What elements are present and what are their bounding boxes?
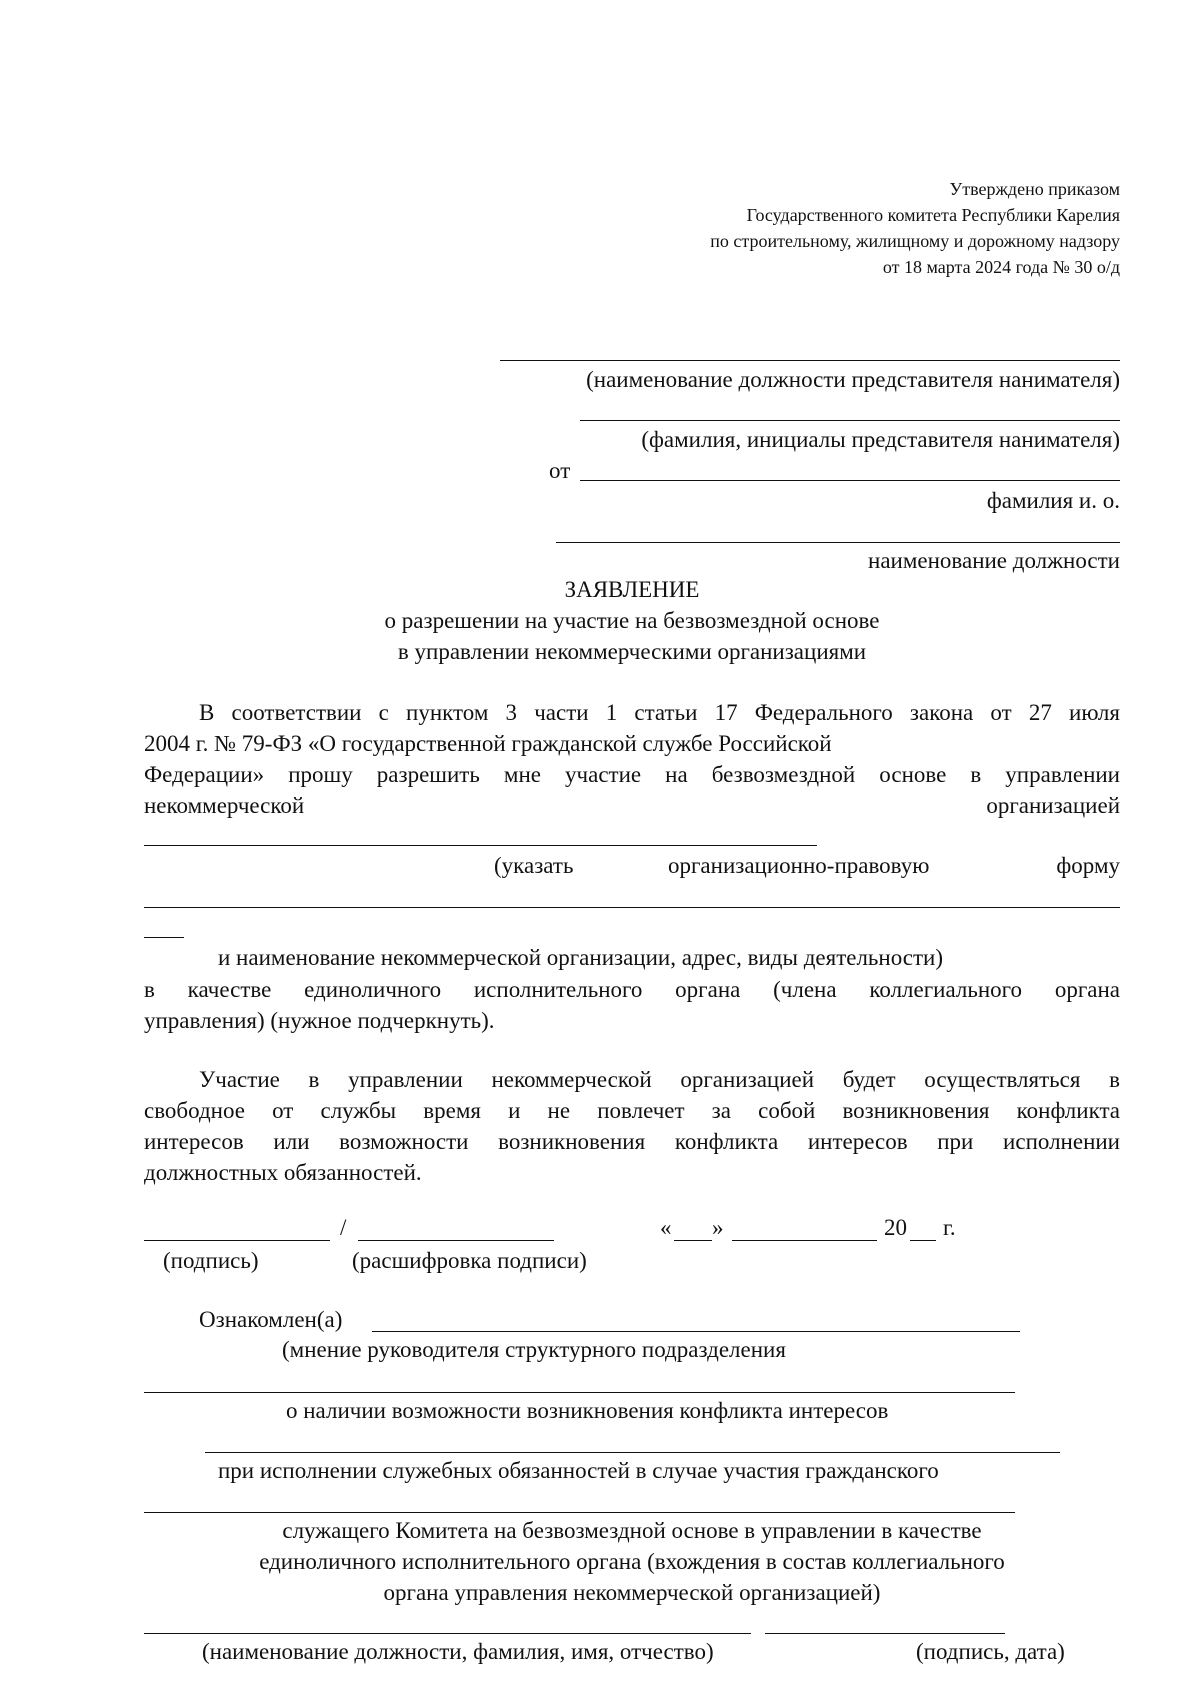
- hint-a: (указать: [494, 853, 574, 878]
- acquaint-caption-4: служащего Комитета на безвозмездной основе в управлении в качестве: [282, 1518, 982, 1543]
- p2-line-4: должностных обязанностей.: [144, 1160, 422, 1185]
- p1-line-2: 2004 г. № 79-ФЗ «О государственной гражданской службе Российской: [144, 731, 832, 756]
- approval-line-1: Утверждено приказом: [949, 179, 1120, 199]
- p1-line-4-right: организацией: [986, 793, 1120, 818]
- p2-line-1: Участие в управлении некоммерческой организацией будет осуществляться в: [199, 1067, 1120, 1092]
- organization-field-line[interactable]: [144, 845, 817, 846]
- acquaint-label: Ознакомлен(а): [199, 1307, 343, 1332]
- title-sub-1: о разрешении на участие на безвозмездной основе: [384, 608, 880, 633]
- date-quote-open: «: [660, 1215, 672, 1240]
- organization-field-line-2[interactable]: [144, 907, 1120, 908]
- from-caption: фамилия и. о.: [986, 488, 1120, 513]
- p1-line-6: управления) (нужное подчеркнуть).: [144, 1008, 495, 1033]
- acquaint-caption-2: о наличии возможности возникновения конфликта интересов: [286, 1398, 889, 1423]
- sign-caption: (подпись): [163, 1248, 259, 1273]
- title-sub-2: в управлении некоммерческими организациями: [397, 639, 867, 664]
- acquaint-caption-3: при исполнении служебных обязанностей в случае участия гражданского: [218, 1458, 939, 1483]
- p1-line-5: в качестве единоличного исполнительного органа (члена коллегиального органа: [144, 977, 1120, 1002]
- acquaint-field-line[interactable]: [372, 1331, 1020, 1332]
- p2-line-3: интересов или возможности возникновения конфликта интересов при исполнении: [144, 1129, 1120, 1154]
- approval-line-2: Государственного комитета Республики Карелия: [746, 205, 1120, 225]
- date-year-suffix: г.: [943, 1215, 956, 1240]
- date-month-line[interactable]: [732, 1240, 877, 1241]
- final-signature-line[interactable]: [765, 1633, 1005, 1634]
- hint-line-2: и наименование некоммерческой организации, адрес, виды деятельности): [218, 945, 944, 970]
- approval-line-4: от 18 марта 2024 года № 30 о/д: [882, 257, 1120, 277]
- name-caption: (фамилия, инициалы представителя нанимателя): [641, 427, 1120, 452]
- approval-line-3: по строительному, жилищному и дорожному надзору: [710, 231, 1120, 251]
- acquaint-caption-1: (мнение руководителя структурного подразделения: [282, 1337, 786, 1362]
- date-year-prefix: 20: [884, 1215, 907, 1240]
- acquaint-line-2[interactable]: [144, 1392, 1015, 1393]
- name-field-line[interactable]: [580, 420, 1120, 421]
- from-field-line[interactable]: [580, 480, 1120, 481]
- position-field-line[interactable]: [500, 360, 1120, 361]
- p2-line-2: свободное от службы время и не повлечет за собой возникновения конфликта: [144, 1098, 1120, 1123]
- final-right-caption: (подпись, дата): [916, 1639, 1065, 1664]
- title-main: ЗАЯВЛЕНИЕ: [564, 577, 700, 602]
- position-caption: (наименование должности представителя нанимателя): [586, 367, 1120, 392]
- date-year-line[interactable]: [910, 1240, 936, 1241]
- signature-decode-line[interactable]: [358, 1240, 554, 1241]
- date-quote-close: »: [712, 1215, 724, 1240]
- organization-field-line-3[interactable]: [144, 937, 184, 938]
- signature-line[interactable]: [144, 1240, 330, 1241]
- from-label: от: [549, 458, 571, 483]
- acquaint-caption-6: органа управления некоммерческой организацией): [383, 1580, 881, 1605]
- position2-field-line[interactable]: [556, 542, 1120, 543]
- hint-b: организационно-правовую: [668, 853, 930, 878]
- decode-caption: (расшифровка подписи): [352, 1248, 587, 1273]
- final-left-caption: (наименование должности, фамилия, имя, отчество): [202, 1639, 714, 1664]
- acquaint-line-4[interactable]: [144, 1512, 1015, 1513]
- p1-line-1: В соответствии с пунктом 3 части 1 статьи 17 Федерального закона от 27 июля: [199, 700, 1120, 725]
- p1-line-3: Федерации» прошу разрешить мне участие на безвозмездной основе в управлении: [144, 762, 1120, 787]
- p1-line-4-left: некоммерческой: [144, 793, 305, 818]
- final-name-line[interactable]: [144, 1633, 751, 1634]
- position2-caption: наименование должности: [868, 548, 1120, 573]
- hint-c: форму: [1056, 853, 1120, 878]
- date-day-line[interactable]: [674, 1240, 712, 1241]
- acquaint-line-3[interactable]: [205, 1452, 1060, 1453]
- acquaint-caption-5: единоличного исполнительного органа (вхождения в состав коллегиального: [259, 1549, 1005, 1574]
- signature-slash: /: [340, 1215, 347, 1240]
